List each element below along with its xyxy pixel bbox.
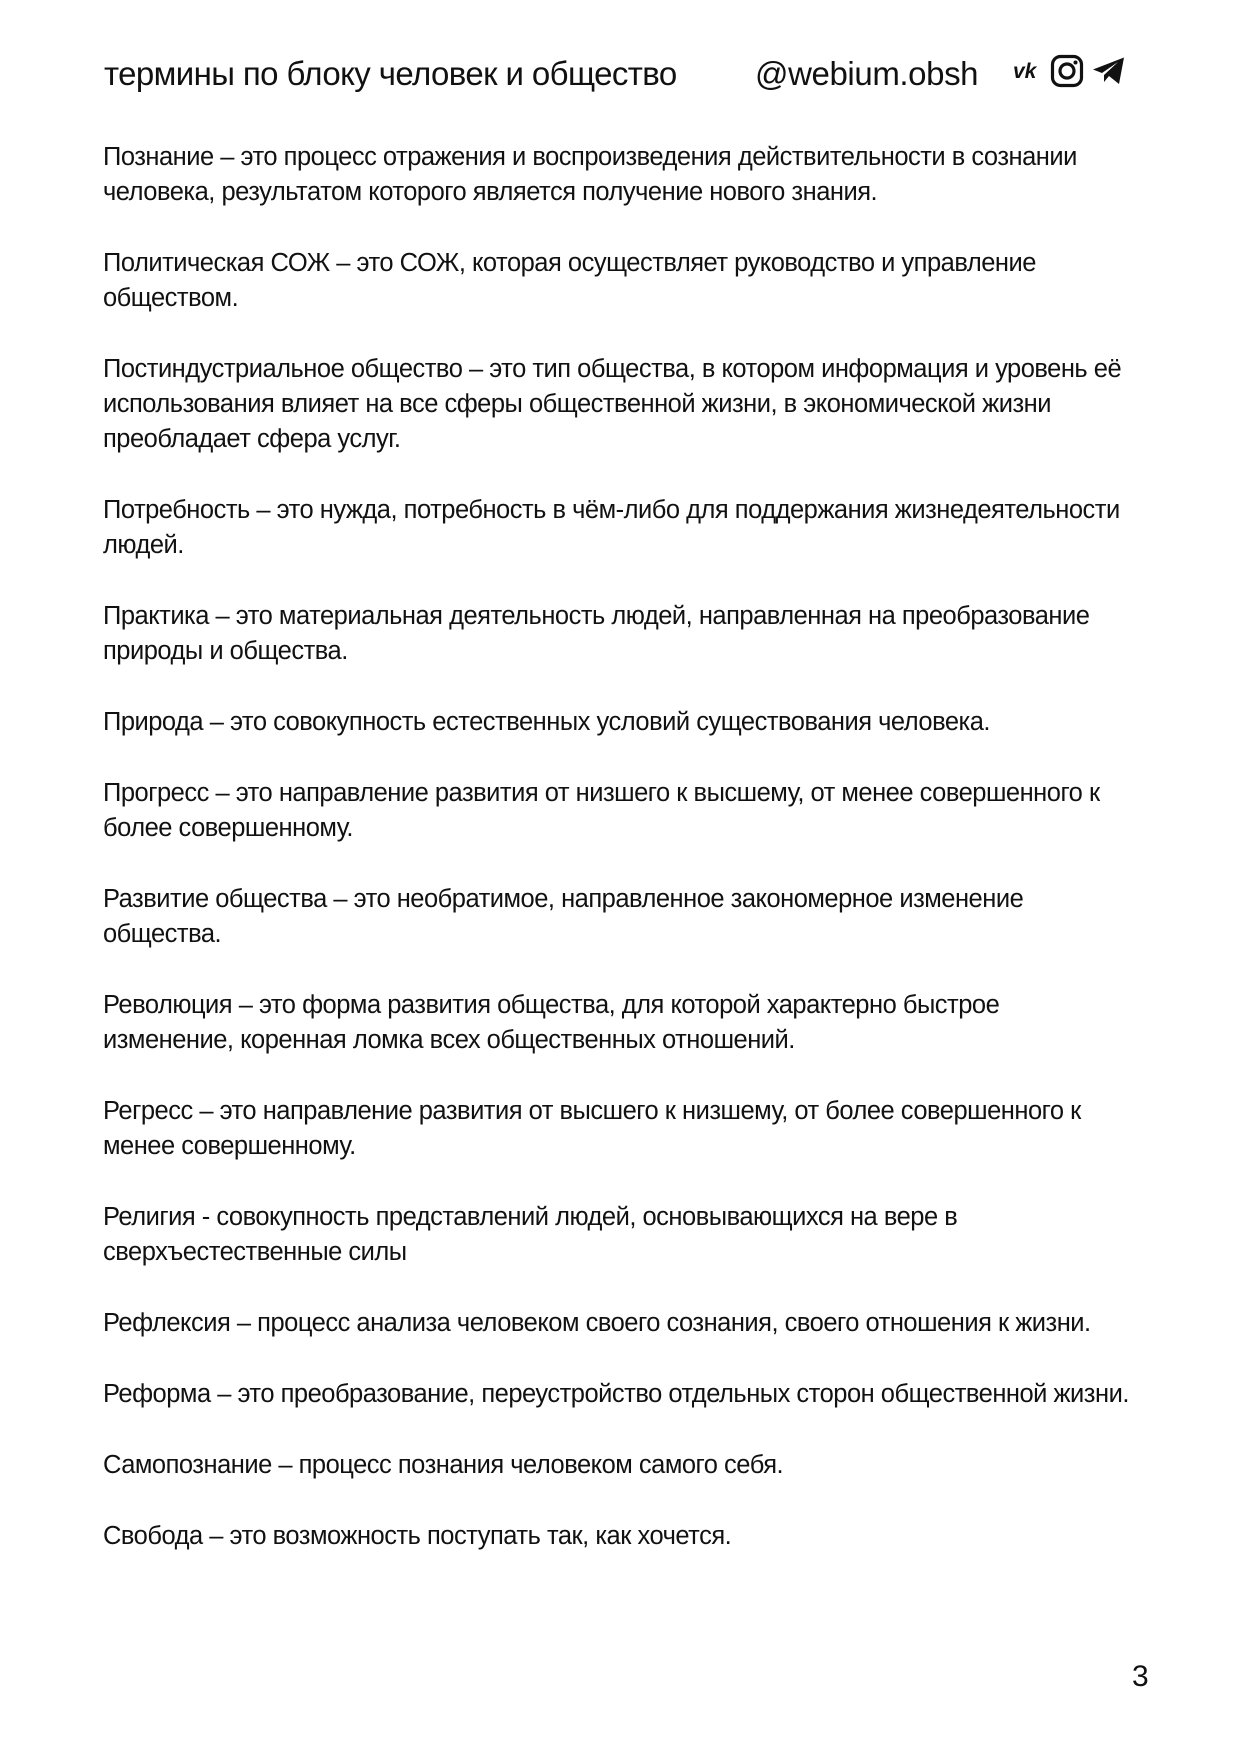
term-definition: Познание – это процесс отражения и воспроизведения действительности в сознании человека, результатом которого является получение нового знания.	[103, 143, 1077, 206]
instagram-icon	[1050, 54, 1084, 88]
term-definition: Развитие общества – это необратимое, направленное закономерное изменение общества.	[103, 885, 1024, 948]
term-definition: Политическая СОЖ – это СОЖ, которая осуществляет руководство и управление обществом.	[103, 249, 1036, 312]
term-definition: Природа – это совокупность естественных условий существования человека.	[103, 708, 990, 736]
svg-text:vk: vk	[1013, 61, 1037, 81]
term-definition: Реформа – это преобразование, переустройство отдельных сторон общественной жизни.	[103, 1380, 1129, 1408]
term-definition: Свобода – это возможность поступать так, как хочется.	[103, 1522, 732, 1550]
telegram-icon	[1092, 56, 1126, 86]
header-title: термины по блоку человек и общество	[104, 55, 677, 92]
term-definition: Революция – это форма развития общества, для которой характерно быстрое изменение, коренная ломка всех общественных отношений.	[103, 991, 1000, 1054]
terms-list	[103, 140, 1133, 1590]
term-definition: Практика – это материальная деятельность людей, направленная на преобразование природы и общества.	[103, 602, 1090, 665]
term-definition: Потребность – это нужда, потребность в чём-либо для поддержания жизнедеятельности людей.	[103, 496, 1120, 559]
page-number: 3	[1132, 1660, 1149, 1693]
term-definition: Самопознание – процесс познания человеком самого себя.	[103, 1451, 784, 1479]
term-definition: Постиндустриальное общество – это тип общества, в котором информация и уровень её использования влияет на все сферы общественной жизни, в экономической жизни преобладает сфера услуг.	[103, 355, 1122, 453]
social-handle: @webium.obsh	[755, 55, 979, 92]
term-definition: Регресс – это направление развития от высшего к низшему, от более совершенного к менее совершенному.	[103, 1097, 1081, 1160]
page-header	[104, 52, 1144, 96]
term-definition: Рефлексия – процесс анализа человеком своего сознания, своего отношения к жизни.	[103, 1309, 1091, 1337]
social-icons	[1012, 54, 1126, 88]
vk-icon	[1012, 61, 1042, 81]
term-definition: Прогресс – это направление развития от низшего к высшему, от менее совершенного к более совершенному.	[103, 779, 1100, 842]
term-definition: Религия - совокупность представлений людей, основывающихся на вере в сверхъестественные силы	[103, 1203, 958, 1266]
